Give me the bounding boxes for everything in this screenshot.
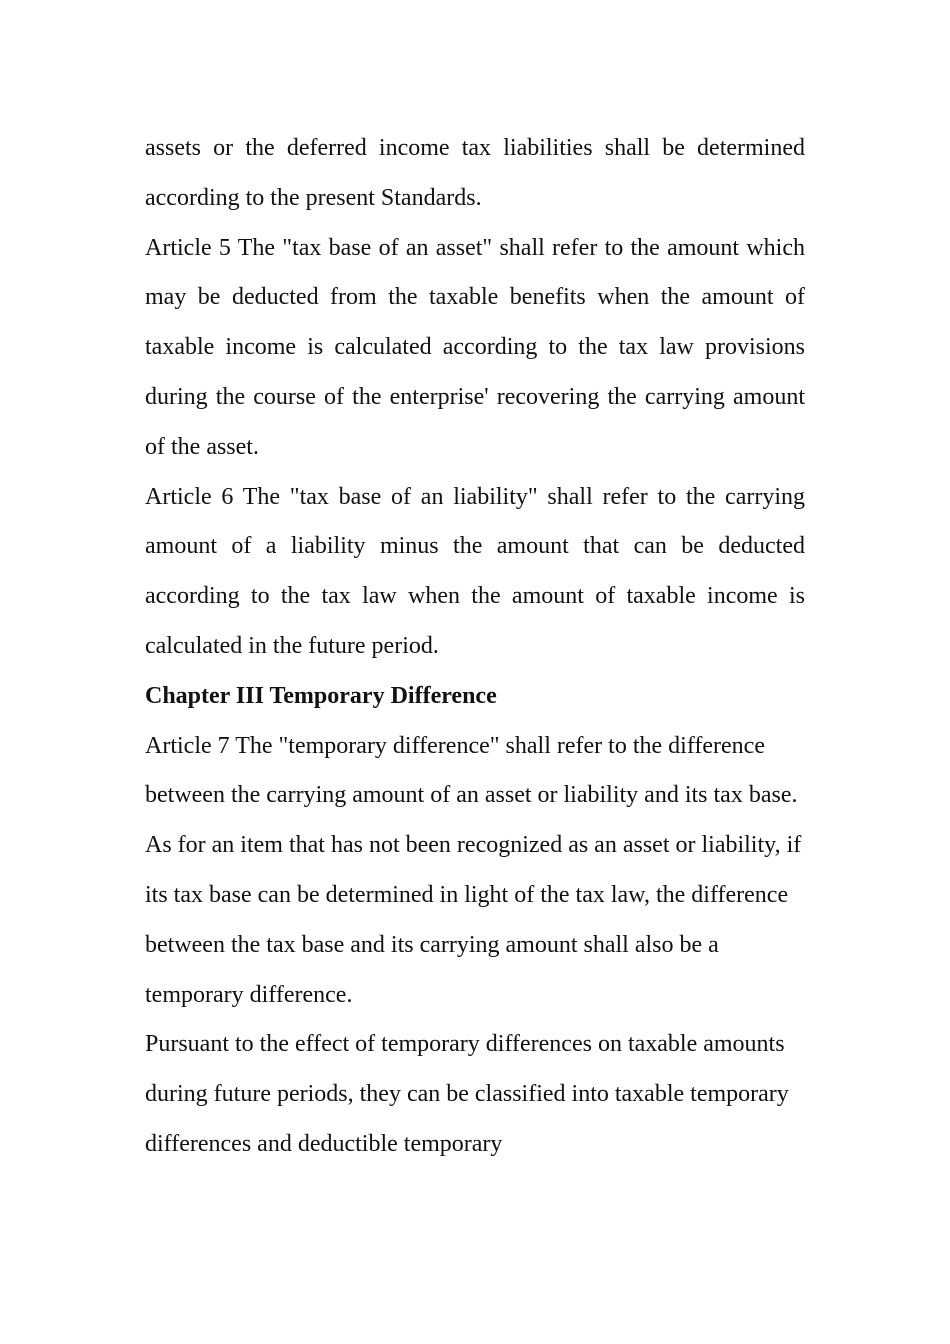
paragraph-article-7: Article 7 The "temporary difference" shall refer to the difference between the carrying amount of an asset or liability and its tax base. xyxy=(145,732,798,809)
paragraph-article-6: Article 6 The "tax base of an liability" shall refer to the carrying amount of a liability minus the amount that can be deducted according to the tax law when the amount of taxable income is calculated in the future period. xyxy=(145,483,805,659)
chapter-heading: Chapter III Temporary Difference xyxy=(145,682,497,709)
paragraph-article-5: Article 5 The "tax base of an asset" shall refer to the amount which may be deducted from the taxable benefits when the amount of taxable income is calculated according to the tax law provisions during the course of the enterprise' recovering the carrying amount of the asset. xyxy=(145,234,805,460)
paragraph-classification: Pursuant to the effect of temporary differences on taxable amounts during future periods, they can be classified into taxable temporary differences and deductible temporary xyxy=(145,1031,789,1157)
paragraph-unrecognized-item: As for an item that has not been recognized as an asset or liability, if its tax base can be determined in light of the tax law, the difference between the tax base and its carrying amount shall also be a temporary difference. xyxy=(145,832,802,1008)
document-body xyxy=(145,124,805,1170)
paragraph-standards-continuation: assets or the deferred income tax liabilities shall be determined according to the present Standards. xyxy=(145,135,805,211)
